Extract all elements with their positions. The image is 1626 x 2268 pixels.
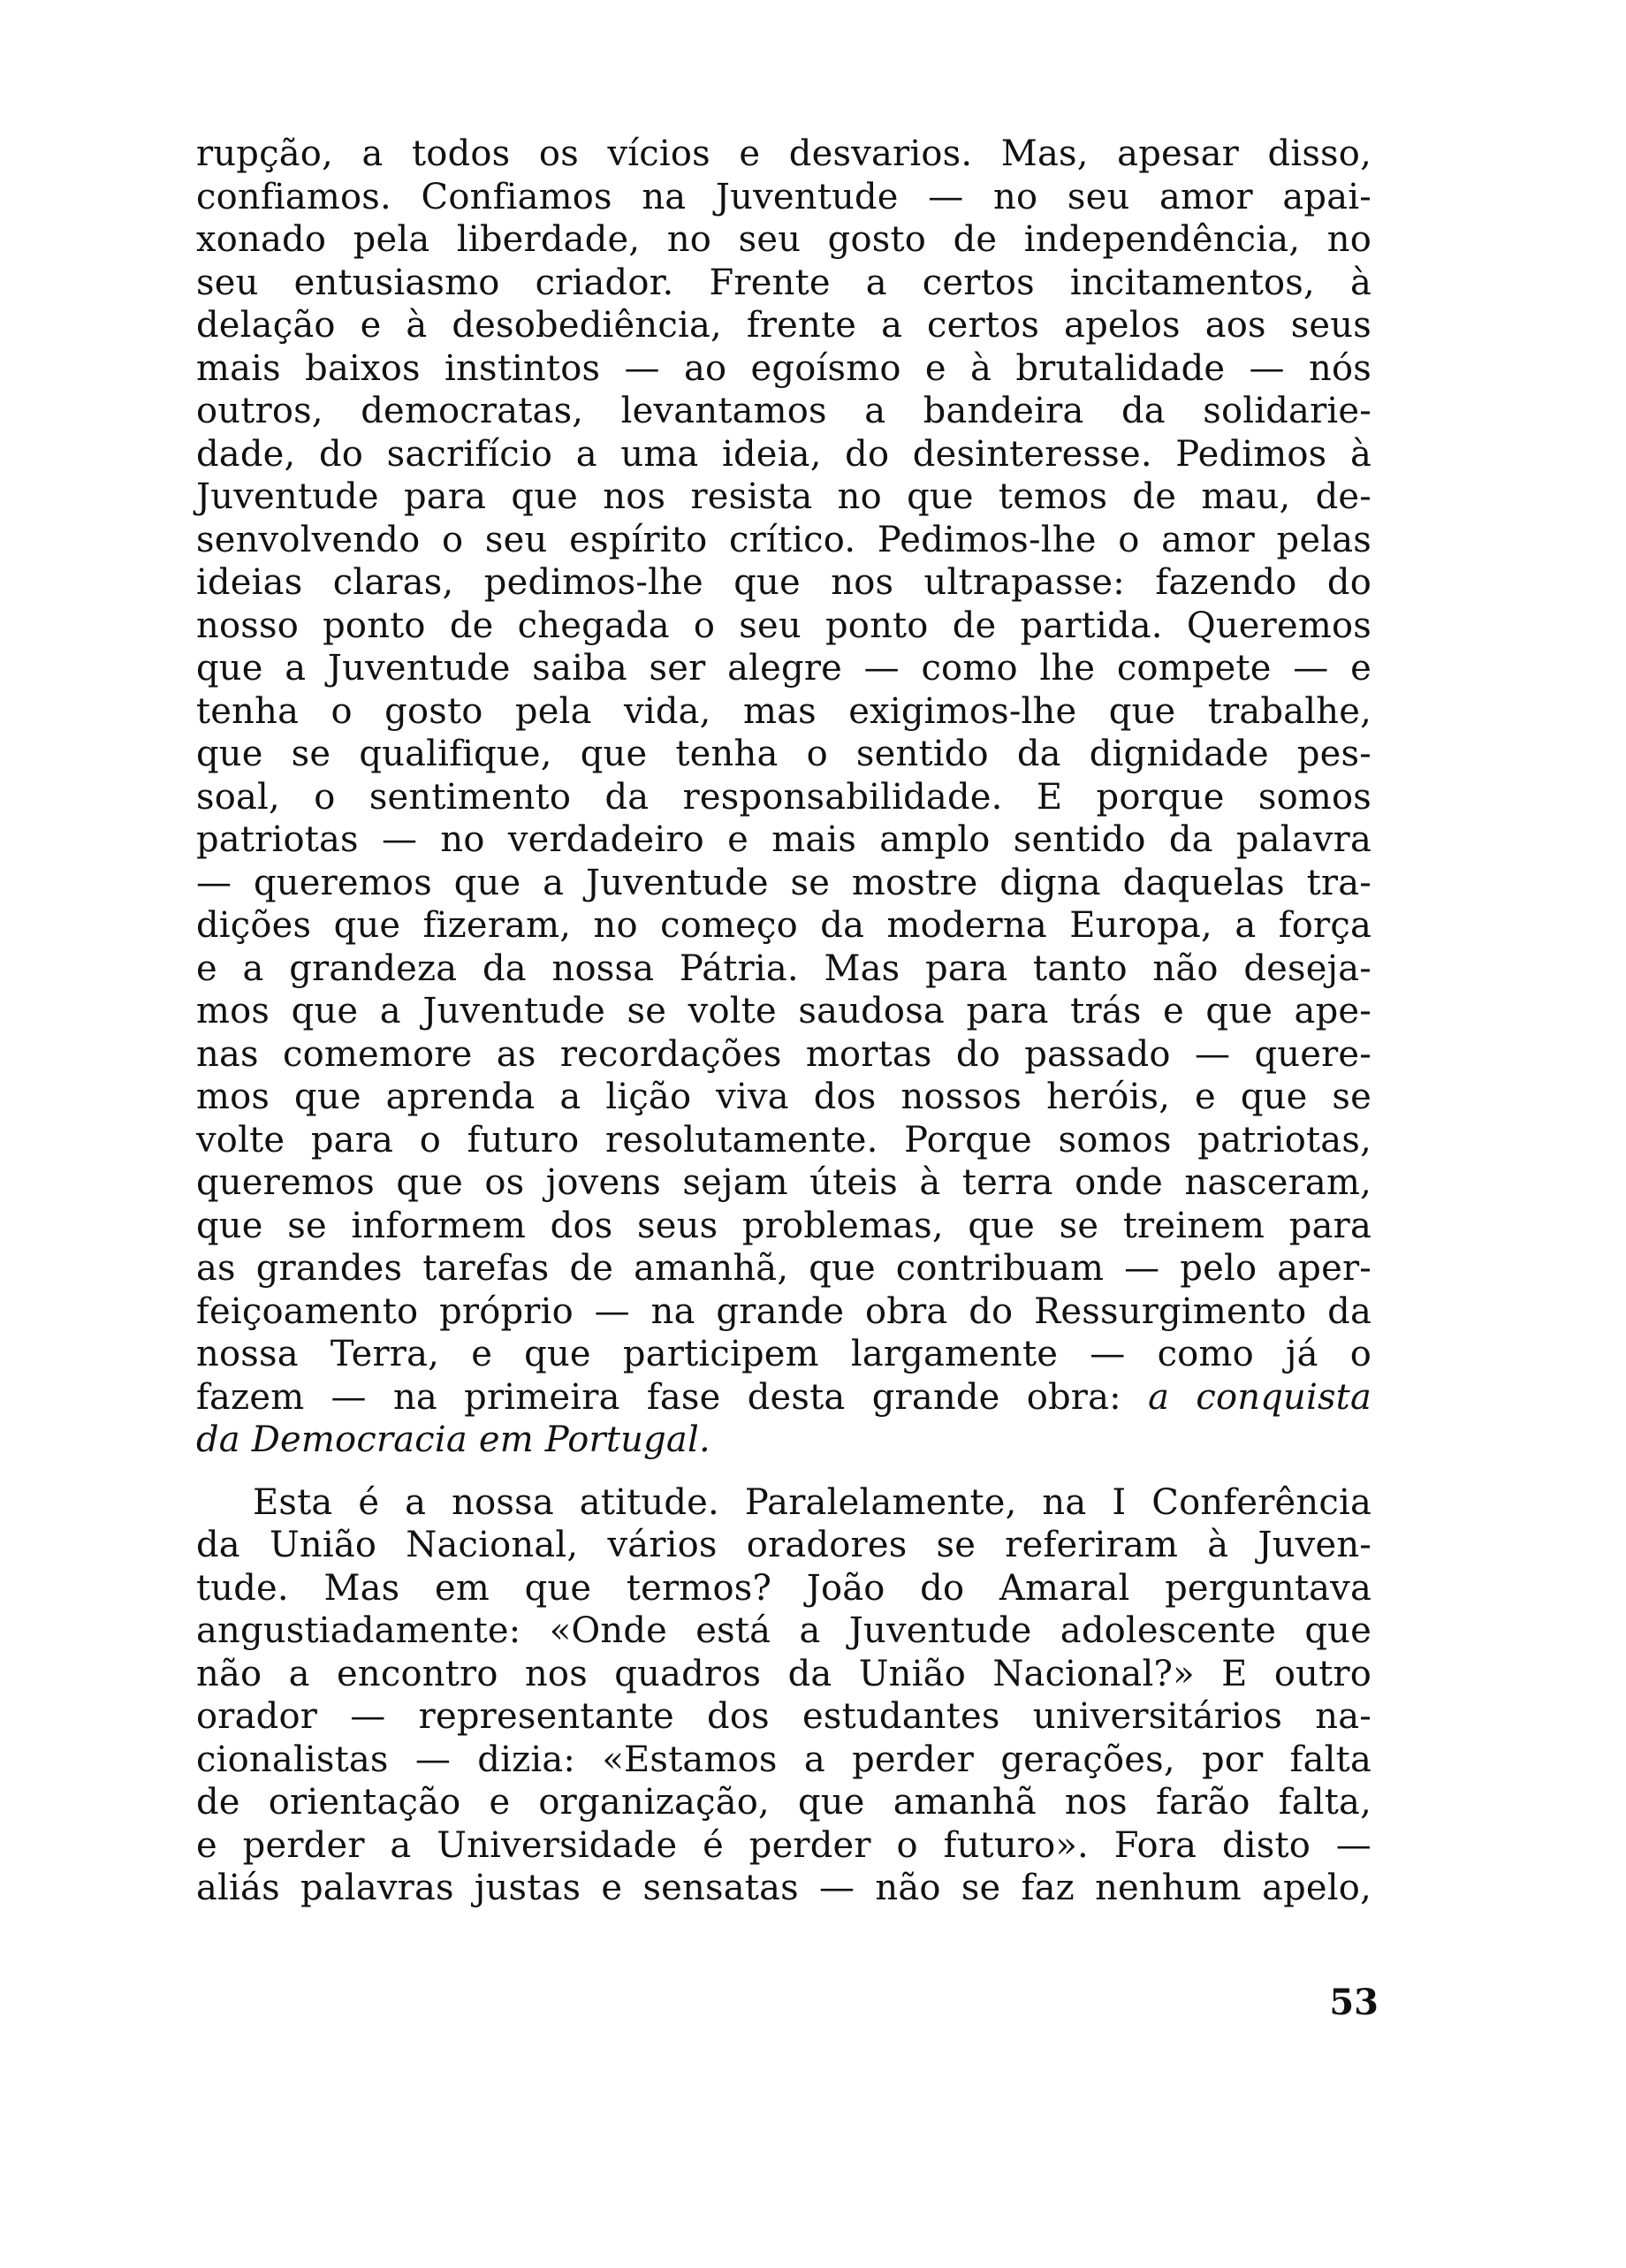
text-line: que se informem dos seus problemas, que se treinem para	[196, 1205, 1371, 1246]
text-line: as grandes tarefas de amanhã, que contribuam — pelo aper-	[196, 1248, 1371, 1289]
page-number: 53	[1329, 1982, 1379, 2023]
text-line: de orientação e organização, que amanhã nos farão falta,	[196, 1782, 1371, 1823]
paragraph-2	[196, 1481, 1371, 1910]
body-text	[196, 133, 1371, 1910]
text-line: mos que a Juventude se volte saudosa para trás e que ape-	[196, 991, 1371, 1031]
text-line: Esta é a nossa atitude. Paralelamente, na I Conferência	[253, 1481, 1371, 1523]
text-line: tenha o gosto pela vida, mas exigimos-lhe que trabalhe,	[196, 690, 1371, 732]
paragraph-1	[196, 133, 1371, 1462]
text-line: que a Juventude saiba ser alegre — como lhe compete — e	[196, 648, 1371, 689]
text-line: seu entusiasmo criador. Frente a certos incitamentos, à	[196, 262, 1371, 303]
text-line: mos que aprenda a lição viva dos nossos heróis, e que se	[196, 1077, 1371, 1117]
text-line: Juventude para que nos resista no que temos de mau, de-	[196, 476, 1371, 517]
text-line: rupção, a todos os vícios e desvarios. Mas, apesar disso,	[196, 133, 1371, 174]
text-line: e perder a Universidade é perder o futuro». Fora disto —	[196, 1824, 1371, 1866]
text-line: dade, do sacrifício a uma ideia, do desinteresse. Pedimos à	[196, 433, 1371, 475]
text-line-roman-part: fazem — na primeira fase desta grande obra:	[196, 1376, 1121, 1418]
text-line: confiamos. Confiamos na Juventude — no seu amor apai-	[196, 176, 1371, 217]
text-line: outros, democratas, levantamos a bandeira da solidarie-	[196, 391, 1371, 431]
text-line: senvolvendo o seu espírito crítico. Pedimos-lhe o amor pelas	[196, 519, 1371, 560]
text-line: nosso ponto de chegada o seu ponto de partida. Queremos	[196, 605, 1371, 646]
paragraph-gap	[196, 1462, 1371, 1481]
text-line: ideias claras, pedimos-lhe que nos ultrapasse: fazendo do	[196, 562, 1371, 603]
text-line: não a encontro nos quadros da União Nacional?» E outro	[196, 1653, 1371, 1694]
text-line: orador — representante dos estudantes universitários na-	[196, 1696, 1371, 1737]
text-line: da União Nacional, vários oradores se referiram à Juven-	[196, 1525, 1371, 1565]
text-line: nas comemore as recordações mortas do passado — quere-	[196, 1033, 1371, 1075]
text-line: feiçoamento próprio — na grande obra do Ressurgimento da	[196, 1290, 1371, 1332]
italic-text-line: da Democracia em Portugal.	[196, 1419, 710, 1460]
text-line: cionalistas — dizia: «Estamos a perder gerações, por falta	[196, 1739, 1371, 1780]
text-line: — queremos que a Juventude se mostre digna daquelas tra-	[196, 862, 1371, 903]
text-line: soal, o sentimento da responsabilidade. E porque somos	[196, 776, 1371, 818]
text-line-mixed	[196, 1376, 1371, 1419]
text-line: delação e à desobediência, frente a certos apelos aos seus	[196, 305, 1371, 346]
text-line: tude. Mas em que termos? João do Amaral perguntava	[196, 1567, 1371, 1609]
text-line: angustiadamente: «Onde está a Juventude adolescente que	[196, 1610, 1371, 1651]
text-line: nossa Terra, e que participem largamente — como já o	[196, 1334, 1371, 1374]
text-line: dições que fizeram, no começo da moderna Europa, a força	[196, 905, 1371, 946]
text-line: mais baixos instintos — ao egoísmo e à brutalidade — nós	[196, 347, 1371, 389]
text-line: xonado pela liberdade, no seu gosto de independência, no	[196, 219, 1371, 260]
text-line: patriotas — no verdadeiro e mais amplo sentido da palavra	[196, 819, 1371, 860]
text-line: que se qualifique, que tenha o sentido da dignidade pes-	[196, 734, 1371, 774]
text-line: queremos que os jovens sejam úteis à terra onde nasceram,	[196, 1162, 1371, 1203]
text-line: aliás palavras justas e sensatas — não se faz nenhum apelo,	[196, 1868, 1371, 1908]
text-line: e a grandeza da nossa Pátria. Mas para tanto não deseja-	[196, 948, 1371, 989]
text-line: volte para o futuro resolutamente. Porque somos patriotas,	[196, 1119, 1371, 1161]
text-line-italic-part: a conquista	[1121, 1376, 1371, 1418]
